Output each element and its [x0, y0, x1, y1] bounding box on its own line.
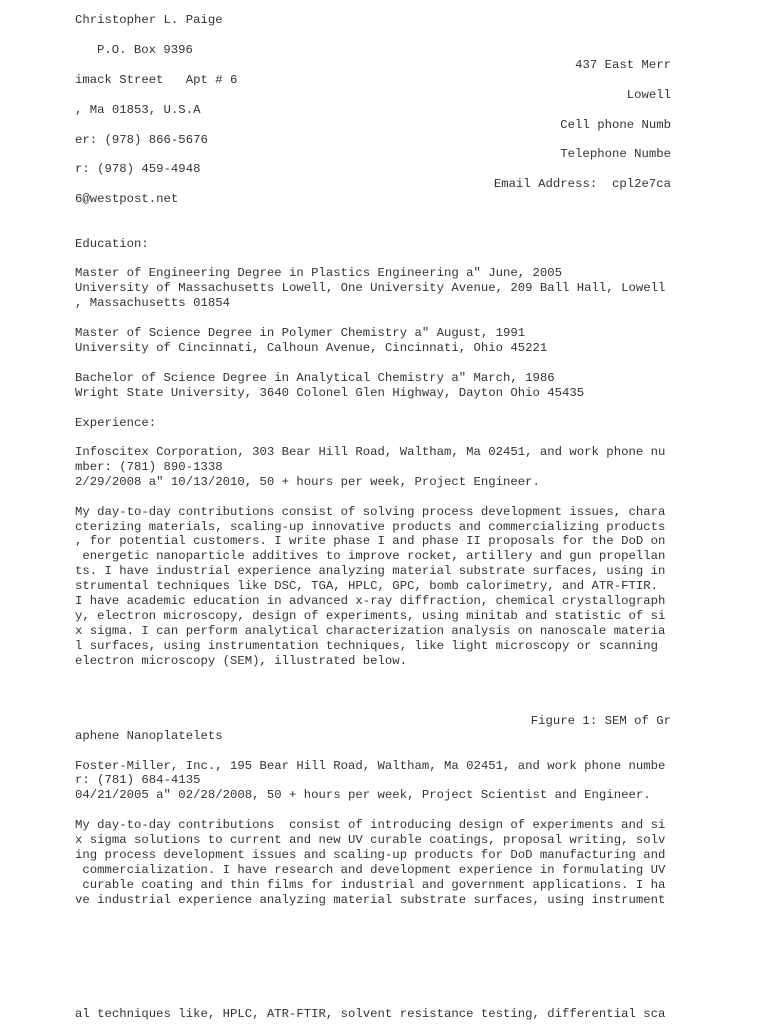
job-description-line: commercialization. I have research and development experience in formulating UV — [75, 863, 666, 877]
job-header-line: mber: (781) 890-1338 — [75, 460, 223, 474]
job-description-line: cterizing materials, scaling-up innovative products and commercializing products — [75, 520, 666, 534]
job-description-line: I have academic education in advanced x-ray diffraction, chemical crystallograph — [75, 594, 666, 608]
job-description-line: l surfaces, using instrumentation techniques, like light microscopy or scanning — [75, 639, 658, 653]
telephone-number: r: (978) 459-4948 — [75, 162, 201, 176]
street-address-end: imack Street Apt # 6 — [75, 73, 238, 87]
education-heading: Education: — [75, 237, 149, 251]
education-line: University of Massachusetts Lowell, One University Avenue, 209 Ball Hall, Lowell — [75, 281, 666, 295]
education-line: University of Cincinnati, Calhoun Avenue, Cincinnati, Ohio 45221 — [75, 341, 548, 355]
telephone-label-start: Telephone Numbe — [560, 147, 671, 161]
education-line: Master of Engineering Degree in Plastics Engineering a" June, 2005 — [75, 266, 563, 280]
city-end: , Ma 01853, U.S.A — [75, 103, 201, 117]
email-address-end: 6@westpost.net — [75, 192, 179, 206]
city-start: Lowell — [626, 88, 671, 102]
job-description-line: ing process development issues and scaling-up products for DoD manufacturing and — [75, 848, 666, 862]
job-header-line: 2/29/2008 a" 10/13/2010, 50 + hours per week, Project Engineer. — [75, 475, 540, 489]
education-line: , Massachusetts 01854 — [75, 296, 230, 310]
street-address-start: 437 East Merr — [575, 58, 671, 72]
job-description-line: y, electron microscopy, design of experiments, using minitab and statistic of si — [75, 609, 666, 623]
applicant-name: Christopher L. Paige — [75, 13, 223, 27]
email-label-start: Email Address: cpl2e7ca — [493, 177, 671, 191]
job-header-line: Infoscitex Corporation, 303 Bear Hill Road, Waltham, Ma 02451, and work phone nu — [75, 445, 666, 459]
job-description-line: energetic nanoparticle additives to improve rocket, artillery and gun propellan — [75, 549, 666, 563]
job-description-line: , for potential customers. I write phase I and phase II proposals for the DoD on — [75, 534, 666, 548]
job-header-line: Foster-Miller, Inc., 195 Bear Hill Road, Waltham, Ma 02451, and work phone numbe — [75, 759, 666, 773]
figure-caption-end: aphene Nanoplatelets — [75, 729, 223, 743]
education-line: Wright State University, 3640 Colonel Glen Highway, Dayton Ohio 45435 — [75, 386, 585, 400]
education-line: Master of Science Degree in Polymer Chemistry a" August, 1991 — [75, 326, 526, 340]
job-description-line: x sigma. I can perform analytical characterization analysis on nanoscale materia — [75, 624, 666, 638]
job-description-line: curable coating and thin films for industrial and government applications. I ha — [75, 878, 666, 892]
job-description-line: My day-to-day contributions consist of introducing design of experiments and si — [75, 818, 666, 832]
education-line: Bachelor of Science Degree in Analytical Chemistry a" March, 1986 — [75, 371, 555, 385]
figure-caption-start: Figure 1: SEM of Gr — [530, 714, 671, 728]
job-description-line: al techniques like, HPLC, ATR-FTIR, solvent resistance testing, differential sca — [75, 1007, 666, 1021]
experience-heading: Experience: — [75, 416, 157, 430]
job-description-line: x sigma solutions to current and new UV curable coatings, proposal writing, solv — [75, 833, 666, 847]
job-header-line: 04/21/2005 a" 02/28/2008, 50 + hours per week, Project Scientist and Engineer. — [75, 788, 651, 802]
job-description-line: strumental techniques like DSC, TGA, HPLC, GPC, bomb calorimetry, and ATR-FTIR. — [75, 579, 658, 593]
job-description-line: My day-to-day contributions consist of solving process development issues, chara — [75, 505, 666, 519]
cell-phone-number: er: (978) 866-5676 — [75, 133, 208, 147]
po-box: P.O. Box 9396 — [97, 43, 193, 57]
job-description-line: ve industrial experience analyzing material substrate surfaces, using instrument — [75, 893, 666, 907]
cell-phone-label-start: Cell phone Numb — [560, 118, 671, 132]
job-header-line: r: (781) 684-4135 — [75, 773, 201, 787]
job-description-line: electron microscopy (SEM), illustrated below. — [75, 654, 408, 668]
job-description-line: ts. I have industrial experience analyzing material substrate surfaces, using in — [75, 564, 666, 578]
